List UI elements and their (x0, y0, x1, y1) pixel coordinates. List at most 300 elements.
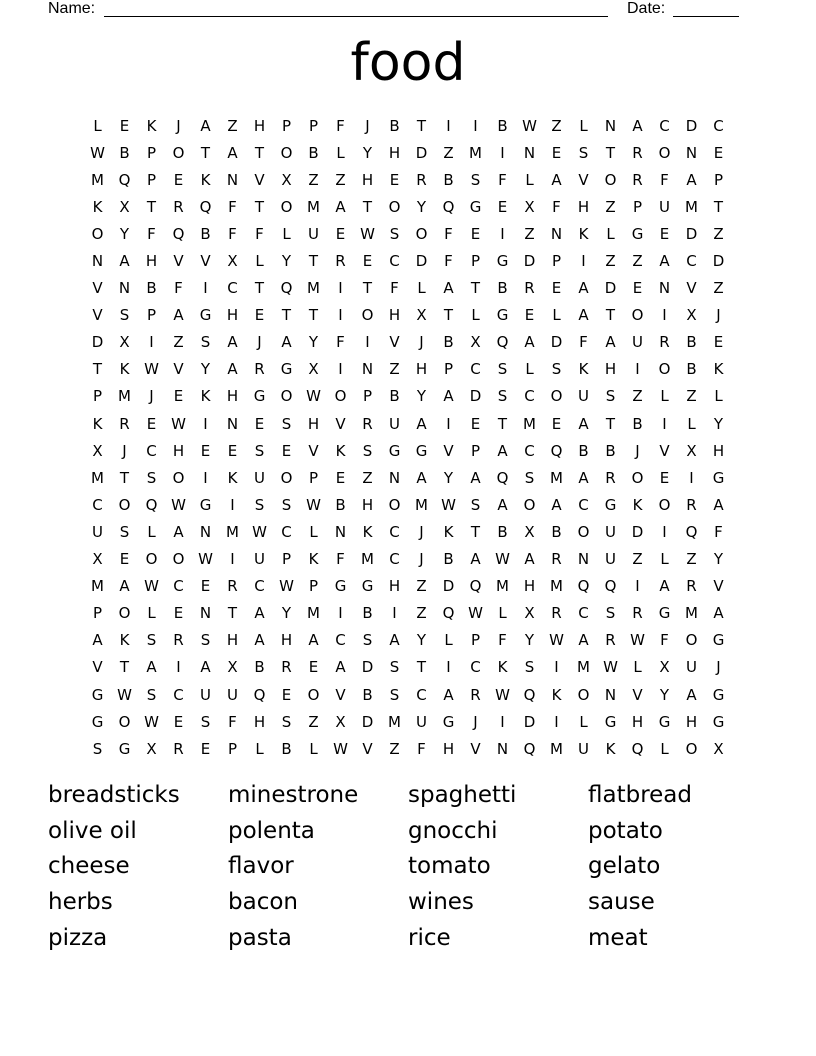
grid-letter[interactable]: E (119, 116, 130, 135)
grid-letter[interactable]: K (200, 170, 211, 189)
grid-letter[interactable]: N (658, 279, 671, 298)
grid-letter[interactable]: D (361, 658, 374, 677)
grid-letter[interactable]: O (172, 143, 185, 162)
grid-letter[interactable]: E (551, 414, 562, 433)
grid-letter[interactable]: Y (659, 685, 670, 704)
grid-letter[interactable]: G (91, 712, 104, 731)
grid-letter[interactable]: Q (496, 333, 509, 352)
grid-letter[interactable]: B (119, 143, 130, 162)
grid-letter[interactable]: H (361, 170, 374, 189)
grid-letter[interactable]: M (577, 658, 590, 677)
grid-letter[interactable]: Z (605, 197, 616, 216)
grid-letter[interactable]: K (362, 522, 373, 541)
grid-letter[interactable]: R (470, 685, 481, 704)
grid-letter[interactable]: W (495, 550, 510, 569)
grid-letter[interactable]: F (417, 739, 426, 758)
grid-letter[interactable]: I (635, 360, 640, 379)
grid-letter[interactable]: M (226, 522, 239, 541)
grid-letter[interactable]: V (92, 658, 103, 677)
grid-letter[interactable]: O (415, 224, 428, 243)
grid-letter[interactable]: R (524, 279, 535, 298)
grid-letter[interactable]: V (335, 414, 346, 433)
grid-letter[interactable]: E (497, 197, 508, 216)
grid-letter[interactable]: W (144, 577, 159, 596)
grid-letter[interactable]: D (550, 333, 563, 352)
grid-letter[interactable]: D (685, 224, 698, 243)
grid-letter[interactable]: Z (605, 252, 616, 271)
grid-letter[interactable]: E (173, 170, 184, 189)
grid-letter[interactable]: Y (443, 468, 454, 487)
grid-letter[interactable]: G (712, 468, 725, 487)
grid-letter[interactable]: I (203, 279, 208, 298)
grid-letter[interactable]: I (338, 279, 343, 298)
grid-letter[interactable]: A (92, 631, 103, 650)
grid-letter[interactable]: X (524, 604, 535, 623)
grid-letter[interactable]: S (146, 685, 157, 704)
grid-letter[interactable]: Q (523, 739, 536, 758)
grid-letter[interactable]: M (550, 468, 563, 487)
grid-letter[interactable]: J (419, 550, 424, 569)
grid-letter[interactable]: W (144, 712, 159, 731)
grid-letter[interactable]: A (659, 577, 670, 596)
grid-letter[interactable]: B (632, 414, 643, 433)
grid-letter[interactable]: E (389, 170, 400, 189)
grid-letter[interactable]: I (230, 550, 235, 569)
grid-letter[interactable]: G (199, 306, 212, 325)
grid-letter[interactable]: C (173, 685, 184, 704)
grid-letter[interactable]: I (554, 658, 559, 677)
grid-letter[interactable]: M (469, 143, 482, 162)
grid-letter[interactable]: R (254, 360, 265, 379)
grid-letter[interactable]: O (658, 495, 671, 514)
grid-letter[interactable]: S (524, 468, 535, 487)
grid-letter[interactable]: P (92, 604, 103, 623)
grid-letter[interactable]: O (361, 306, 374, 325)
grid-letter[interactable]: W (468, 604, 483, 623)
grid-letter[interactable]: L (417, 279, 426, 298)
grid-letter[interactable]: I (149, 333, 154, 352)
grid-letter[interactable]: C (578, 495, 589, 514)
grid-letter[interactable]: C (416, 685, 427, 704)
grid-letter[interactable]: Q (577, 577, 590, 596)
grid-letter[interactable]: T (308, 306, 319, 325)
grid-letter[interactable]: T (146, 197, 157, 216)
grid-letter[interactable]: B (443, 550, 454, 569)
grid-letter[interactable]: V (308, 441, 319, 460)
grid-letter[interactable]: D (415, 143, 428, 162)
grid-letter[interactable]: E (335, 224, 346, 243)
grid-letter[interactable]: A (497, 441, 508, 460)
grid-letter[interactable]: X (119, 197, 130, 216)
grid-letter[interactable]: U (254, 550, 265, 569)
grid-letter[interactable]: T (281, 306, 292, 325)
grid-letter[interactable]: Z (551, 116, 562, 135)
grid-letter[interactable]: O (172, 550, 185, 569)
grid-letter[interactable]: K (227, 468, 238, 487)
grid-letter[interactable]: S (281, 414, 292, 433)
grid-letter[interactable]: U (200, 685, 211, 704)
grid-letter[interactable]: K (92, 414, 103, 433)
grid-letter[interactable]: N (91, 252, 104, 271)
grid-letter[interactable]: E (173, 712, 184, 731)
grid-letter[interactable]: A (470, 550, 481, 569)
grid-letter[interactable]: N (199, 522, 212, 541)
grid-letter[interactable]: C (686, 252, 697, 271)
grid-letter[interactable]: H (145, 252, 158, 271)
grid-letter[interactable]: B (389, 387, 400, 406)
grid-letter[interactable]: A (416, 468, 427, 487)
grid-letter[interactable]: K (443, 522, 454, 541)
grid-letter[interactable]: T (470, 279, 481, 298)
grid-letter[interactable]: F (444, 252, 453, 271)
grid-letter[interactable]: V (632, 685, 643, 704)
grid-letter[interactable]: E (200, 577, 211, 596)
grid-letter[interactable]: H (361, 495, 374, 514)
grid-letter[interactable]: C (92, 495, 103, 514)
grid-letter[interactable]: L (471, 306, 480, 325)
grid-letter[interactable]: K (578, 360, 589, 379)
grid-letter[interactable]: O (118, 604, 131, 623)
grid-letter[interactable]: R (551, 604, 562, 623)
grid-letter[interactable]: S (200, 631, 211, 650)
grid-letter[interactable]: U (416, 712, 427, 731)
grid-letter[interactable]: N (523, 143, 536, 162)
grid-letter[interactable]: A (308, 631, 319, 650)
grid-letter[interactable]: O (523, 495, 536, 514)
grid-letter[interactable]: E (281, 685, 292, 704)
grid-letter[interactable]: W (360, 224, 375, 243)
grid-letter[interactable]: C (389, 252, 400, 271)
grid-letter[interactable]: X (686, 306, 697, 325)
grid-letter[interactable]: U (605, 522, 616, 541)
grid-letter[interactable]: R (173, 631, 184, 650)
grid-letter[interactable]: Q (172, 224, 185, 243)
grid-letter[interactable]: Q (550, 441, 563, 460)
grid-letter[interactable]: D (469, 387, 482, 406)
grid-letter[interactable]: E (200, 441, 211, 460)
grid-letter[interactable]: M (388, 712, 401, 731)
grid-letter[interactable]: U (578, 387, 589, 406)
grid-letter[interactable]: L (687, 414, 696, 433)
grid-letter[interactable]: P (281, 550, 292, 569)
grid-letter[interactable]: D (631, 522, 644, 541)
grid-letter[interactable]: E (173, 604, 184, 623)
grid-letter[interactable]: U (686, 658, 697, 677)
grid-letter[interactable]: W (630, 631, 645, 650)
grid-letter[interactable]: O (631, 468, 644, 487)
grid-letter[interactable]: J (716, 306, 721, 325)
grid-letter[interactable]: H (172, 441, 185, 460)
grid-letter[interactable]: H (442, 739, 455, 758)
grid-letter[interactable]: X (119, 333, 130, 352)
grid-letter[interactable]: N (226, 170, 239, 189)
grid-letter[interactable]: T (605, 306, 616, 325)
grid-letter[interactable]: J (473, 712, 478, 731)
grid-letter[interactable]: P (227, 739, 238, 758)
grid-letter[interactable]: A (200, 116, 211, 135)
grid-letter[interactable]: I (446, 658, 451, 677)
grid-letter[interactable]: S (551, 360, 562, 379)
grid-letter[interactable]: J (419, 522, 424, 541)
grid-letter[interactable]: U (254, 468, 265, 487)
grid-letter[interactable]: H (577, 197, 590, 216)
grid-letter[interactable]: Z (524, 224, 535, 243)
grid-letter[interactable]: J (122, 441, 127, 460)
grid-letter[interactable]: Y (308, 333, 319, 352)
grid-letter[interactable]: I (338, 604, 343, 623)
grid-letter[interactable]: B (686, 333, 697, 352)
grid-letter[interactable]: S (605, 387, 616, 406)
grid-letter[interactable]: A (605, 333, 616, 352)
grid-letter[interactable]: R (551, 550, 562, 569)
grid-letter[interactable]: M (91, 170, 104, 189)
grid-letter[interactable]: N (388, 468, 401, 487)
grid-letter[interactable]: P (92, 387, 103, 406)
grid-letter[interactable]: P (551, 252, 562, 271)
grid-letter[interactable]: Z (308, 170, 319, 189)
grid-letter[interactable]: A (470, 468, 481, 487)
grid-letter[interactable]: B (497, 279, 508, 298)
grid-letter[interactable]: L (255, 252, 264, 271)
grid-letter[interactable]: S (389, 685, 400, 704)
grid-letter[interactable]: K (713, 360, 724, 379)
grid-letter[interactable]: V (92, 306, 103, 325)
grid-letter[interactable]: U (92, 522, 103, 541)
grid-letter[interactable]: V (578, 170, 589, 189)
grid-letter[interactable]: E (659, 468, 670, 487)
grid-letter[interactable]: M (523, 414, 536, 433)
grid-letter[interactable]: X (470, 333, 481, 352)
grid-letter[interactable]: L (660, 387, 669, 406)
grid-letter[interactable]: S (362, 441, 373, 460)
grid-letter[interactable]: O (280, 197, 293, 216)
grid-letter[interactable]: K (119, 631, 130, 650)
grid-letter[interactable]: C (389, 550, 400, 569)
grid-letter[interactable]: E (551, 143, 562, 162)
grid-letter[interactable]: R (605, 468, 616, 487)
grid-letter[interactable]: I (446, 414, 451, 433)
grid-letter[interactable]: Q (442, 604, 455, 623)
grid-letter[interactable]: E (470, 224, 481, 243)
grid-letter[interactable]: L (147, 522, 156, 541)
grid-letter[interactable]: P (281, 116, 292, 135)
grid-letter[interactable]: D (523, 712, 536, 731)
grid-letter[interactable]: F (660, 631, 669, 650)
grid-letter[interactable]: F (228, 224, 237, 243)
grid-letter[interactable]: Z (362, 468, 373, 487)
grid-letter[interactable]: Y (713, 414, 724, 433)
grid-letter[interactable]: T (362, 279, 373, 298)
grid-letter[interactable]: F (660, 170, 669, 189)
grid-letter[interactable]: Z (308, 712, 319, 731)
grid-letter[interactable]: J (635, 441, 640, 460)
grid-letter[interactable]: C (254, 577, 265, 596)
grid-letter[interactable]: X (524, 197, 535, 216)
grid-letter[interactable]: T (416, 116, 427, 135)
grid-letter[interactable]: I (689, 468, 694, 487)
grid-letter[interactable]: Z (389, 739, 400, 758)
grid-letter[interactable]: N (577, 550, 590, 569)
grid-letter[interactable]: W (306, 495, 321, 514)
grid-letter[interactable]: L (606, 224, 615, 243)
grid-letter[interactable]: F (336, 116, 345, 135)
grid-letter[interactable]: E (146, 414, 157, 433)
grid-letter[interactable]: R (335, 252, 346, 271)
grid-letter[interactable]: B (200, 224, 211, 243)
grid-letter[interactable]: T (254, 279, 265, 298)
grid-letter[interactable]: T (443, 306, 454, 325)
grid-letter[interactable]: L (525, 360, 534, 379)
grid-letter[interactable]: E (281, 441, 292, 460)
grid-letter[interactable]: H (604, 360, 617, 379)
grid-letter[interactable]: X (146, 739, 157, 758)
grid-letter[interactable]: I (338, 360, 343, 379)
grid-letter[interactable]: I (662, 306, 667, 325)
grid-letter[interactable]: H (523, 577, 536, 596)
grid-letter[interactable]: B (362, 604, 373, 623)
grid-letter[interactable]: V (335, 685, 346, 704)
grid-letter[interactable]: X (92, 441, 103, 460)
grid-letter[interactable]: A (659, 252, 670, 271)
grid-letter[interactable]: K (308, 550, 319, 569)
grid-letter[interactable]: R (119, 414, 130, 433)
grid-letter[interactable]: B (497, 116, 508, 135)
grid-letter[interactable]: F (228, 712, 237, 731)
grid-letter[interactable]: G (442, 712, 455, 731)
grid-letter[interactable]: A (578, 631, 589, 650)
grid-letter[interactable]: R (362, 414, 373, 433)
grid-letter[interactable]: W (603, 658, 618, 677)
grid-letter[interactable]: A (551, 170, 562, 189)
grid-letter[interactable]: W (117, 685, 132, 704)
grid-letter[interactable]: M (685, 197, 698, 216)
grid-letter[interactable]: T (605, 414, 616, 433)
grid-letter[interactable]: V (254, 170, 265, 189)
grid-letter[interactable]: B (389, 116, 400, 135)
grid-letter[interactable]: F (147, 224, 156, 243)
grid-letter[interactable]: K (200, 387, 211, 406)
grid-letter[interactable]: A (254, 631, 265, 650)
grid-letter[interactable]: P (713, 170, 724, 189)
grid-letter[interactable]: C (389, 522, 400, 541)
grid-letter[interactable]: I (230, 495, 235, 514)
grid-letter[interactable]: B (605, 441, 616, 460)
grid-letter[interactable]: V (443, 441, 454, 460)
grid-letter[interactable]: Z (416, 604, 427, 623)
grid-letter[interactable]: A (551, 495, 562, 514)
grid-letter[interactable]: W (171, 495, 186, 514)
grid-letter[interactable]: M (91, 468, 104, 487)
grid-letter[interactable]: E (200, 739, 211, 758)
grid-letter[interactable]: M (550, 739, 563, 758)
grid-letter[interactable]: L (444, 631, 453, 650)
grid-letter[interactable]: N (496, 739, 509, 758)
grid-letter[interactable]: A (443, 279, 454, 298)
grid-letter[interactable]: S (524, 658, 535, 677)
grid-letter[interactable]: E (362, 252, 373, 271)
grid-letter[interactable]: O (388, 495, 401, 514)
grid-letter[interactable]: M (91, 577, 104, 596)
grid-letter[interactable]: S (389, 658, 400, 677)
grid-letter[interactable]: J (257, 333, 262, 352)
grid-letter[interactable]: L (579, 116, 588, 135)
grid-letter[interactable]: E (308, 658, 319, 677)
grid-letter[interactable]: A (578, 414, 589, 433)
grid-letter[interactable]: O (118, 495, 131, 514)
grid-letter[interactable]: S (497, 387, 508, 406)
grid-letter[interactable]: C (470, 360, 481, 379)
grid-letter[interactable]: H (280, 631, 293, 650)
grid-letter[interactable]: D (712, 252, 725, 271)
grid-letter[interactable]: I (176, 658, 181, 677)
grid-letter[interactable]: B (308, 143, 319, 162)
grid-letter[interactable]: O (685, 739, 698, 758)
grid-letter[interactable]: X (335, 712, 346, 731)
grid-letter[interactable]: I (662, 414, 667, 433)
grid-letter[interactable]: O (658, 360, 671, 379)
grid-letter[interactable]: O (388, 197, 401, 216)
grid-letter[interactable]: C (281, 522, 292, 541)
grid-letter[interactable]: V (659, 441, 670, 460)
grid-letter[interactable]: T (254, 143, 265, 162)
grid-letter[interactable]: K (551, 685, 562, 704)
grid-letter[interactable]: H (388, 577, 401, 596)
grid-letter[interactable]: A (713, 604, 724, 623)
grid-letter[interactable]: M (118, 387, 131, 406)
grid-letter[interactable]: P (146, 143, 157, 162)
grid-letter[interactable]: W (171, 414, 186, 433)
grid-letter[interactable]: S (605, 604, 616, 623)
grid-letter[interactable]: X (686, 441, 697, 460)
grid-letter[interactable]: C (578, 604, 589, 623)
grid-letter[interactable]: R (632, 604, 643, 623)
grid-letter[interactable]: Z (227, 116, 238, 135)
grid-letter[interactable]: S (146, 468, 157, 487)
grid-letter[interactable]: G (658, 604, 671, 623)
grid-letter[interactable]: Y (200, 360, 211, 379)
grid-letter[interactable]: A (686, 685, 697, 704)
grid-letter[interactable]: J (149, 387, 154, 406)
grid-letter[interactable]: Y (713, 550, 724, 569)
grid-letter[interactable]: L (255, 739, 264, 758)
grid-letter[interactable]: K (632, 495, 643, 514)
grid-letter[interactable]: D (523, 252, 536, 271)
grid-letter[interactable]: A (713, 495, 724, 514)
grid-letter[interactable]: M (496, 577, 509, 596)
grid-letter[interactable]: R (686, 495, 697, 514)
grid-letter[interactable]: I (635, 577, 640, 596)
grid-letter[interactable]: C (470, 658, 481, 677)
grid-letter[interactable]: K (578, 224, 589, 243)
grid-letter[interactable]: F (579, 333, 588, 352)
grid-letter[interactable]: R (173, 739, 184, 758)
grid-letter[interactable]: W (279, 577, 294, 596)
grid-letter[interactable]: Y (281, 604, 292, 623)
grid-letter[interactable]: Q (442, 197, 455, 216)
grid-letter[interactable]: O (334, 387, 347, 406)
grid-letter[interactable]: M (307, 604, 320, 623)
grid-letter[interactable]: S (389, 224, 400, 243)
grid-letter[interactable]: I (365, 333, 370, 352)
grid-letter[interactable]: D (415, 252, 428, 271)
grid-letter[interactable]: T (92, 360, 103, 379)
grid-letter[interactable]: Z (443, 143, 454, 162)
grid-letter[interactable]: W (198, 550, 213, 569)
grid-letter[interactable]: H (415, 360, 428, 379)
grid-letter[interactable]: Q (469, 577, 482, 596)
grid-letter[interactable]: Q (685, 522, 698, 541)
grid-letter[interactable]: B (335, 495, 346, 514)
